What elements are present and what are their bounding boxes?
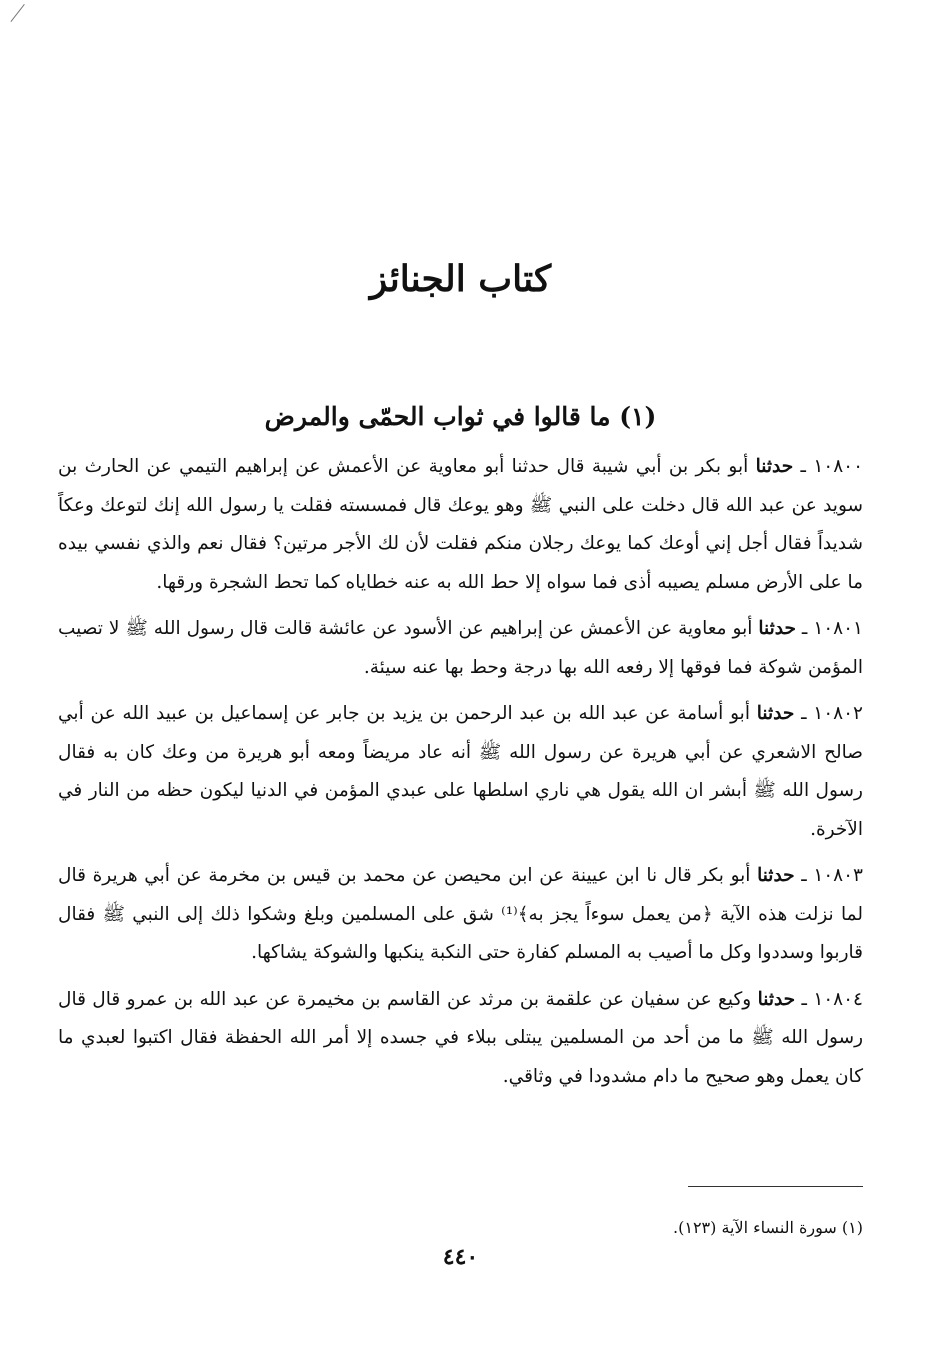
hadith-separator: ـ: [794, 703, 814, 724]
hadith-text: أبو أسامة عن عبد الله بن عبد الرحمن بن يزيد بن جابر عن إسماعيل بن عبيد الله عن أبي صالح الاشعري عن أبي هريرة عن رسول الله ﷺ أنه عاد مريضاً ومعه أبو هريرة من وعك كان به فقال رسول الله ﷺ أبشر ان الله يقول هي ناري اسلطها على عبدي المؤمن في الدنيا ليكون حظه من النار في الآخرة.: [58, 703, 863, 840]
corner-scan-mark: [10, 4, 24, 22]
hadith-narration-word: حدثنا: [757, 865, 795, 886]
footnote: (١) سورة النساء الآية (١٢٣).: [673, 1218, 863, 1237]
footnote-divider: [688, 1186, 863, 1187]
hadith-separator: ـ: [793, 456, 814, 477]
hadith-number: ١٠٨٠٣: [813, 865, 863, 886]
hadith-separator: ـ: [795, 988, 814, 1010]
hadith-10804: [58, 981, 863, 1097]
hadith-list: [58, 448, 863, 1104]
hadith-number: ١٠٨٠٠: [813, 456, 864, 477]
hadith-number: ١٠٨٠٢: [813, 703, 863, 724]
hadith-number: ١٠٨٠١: [813, 618, 863, 639]
hadith-number: ١٠٨٠٤: [813, 988, 863, 1010]
chapter-title: (١) ما قالوا في ثواب الحمّى والمرض: [264, 402, 657, 431]
hadith-separator: ـ: [795, 618, 814, 639]
hadith-text: أبو بكر بن أبي شيبة قال حدثنا أبو معاوية عن الأعمش عن إبراهيم التيمي عن الحارث بن سويد عن عبد الله قال دخلت على النبي ﷺ وهو يوعك قال فمسسته فقلت يا رسول الله إنك لتوعك وعكاً شديداً فقال أجل إني أوعك كما يوعك رجلان منكم فقلت لأن لك الأجر مرتين؟ فقال نعم والذي نفسي بيده ما على الأرض مسلم يصيبه أذى فما سواه إلا حط الله به عنه خطاياه كما تحط الشجرة ورقها.: [58, 456, 863, 593]
book-title: كتاب الجنائز: [369, 258, 552, 300]
hadith-10803: [58, 857, 863, 973]
hadith-narration-word: حدثنا: [757, 988, 796, 1010]
hadith-separator: ـ: [794, 865, 814, 886]
hadith-text: أبو بكر قال نا ابن عيينة عن ابن محيصن عن محمد بن قيس بن مخرمة عن أبي هريرة قال لما نزلت هذه الآية ﴿من يعمل سوءاً يجز به﴾⁽¹⁾ شق على المسلمين وبلغ وشكوا ذلك إلى النبي ﷺ فقال قاربوا وسددوا وكل ما أصيب به المسلم كفارة حتى النكبة ينكبها والشوكة يشاكها.: [58, 865, 863, 963]
hadith-10802: [58, 695, 863, 849]
hadith-narration-word: حدثنا: [756, 703, 795, 724]
hadith-narration-word: حدثنا: [758, 618, 796, 639]
hadith-narration-word: حدثنا: [755, 456, 794, 477]
page-number: ٤٤٠: [442, 1244, 479, 1270]
hadith-10801: [58, 610, 863, 687]
hadith-text: أبو معاوية عن الأعمش عن إبراهيم عن الأسود عن عائشة قالت قال رسول الله ﷺ لا تصيب المؤمن شوكة فما فوقها إلا رفعه الله بها درجة وحط بها عنه سيئة.: [58, 618, 863, 678]
hadith-10800: [58, 448, 863, 602]
hadith-text: وكيع عن سفيان عن علقمة بن مرثد عن القاسم بن مخيمرة عن عبد الله بن عمرو قال قال رسول الله ﷺ ما من أحد من المسلمين يبتلى ببلاء في جسده إلا أمر الله الحفظة فقال اكتبوا لعبدي ما كان يعمل وهو صحيح ما دام مشدودا في وثاقي.: [58, 988, 863, 1087]
book-page: [58, 0, 863, 1365]
